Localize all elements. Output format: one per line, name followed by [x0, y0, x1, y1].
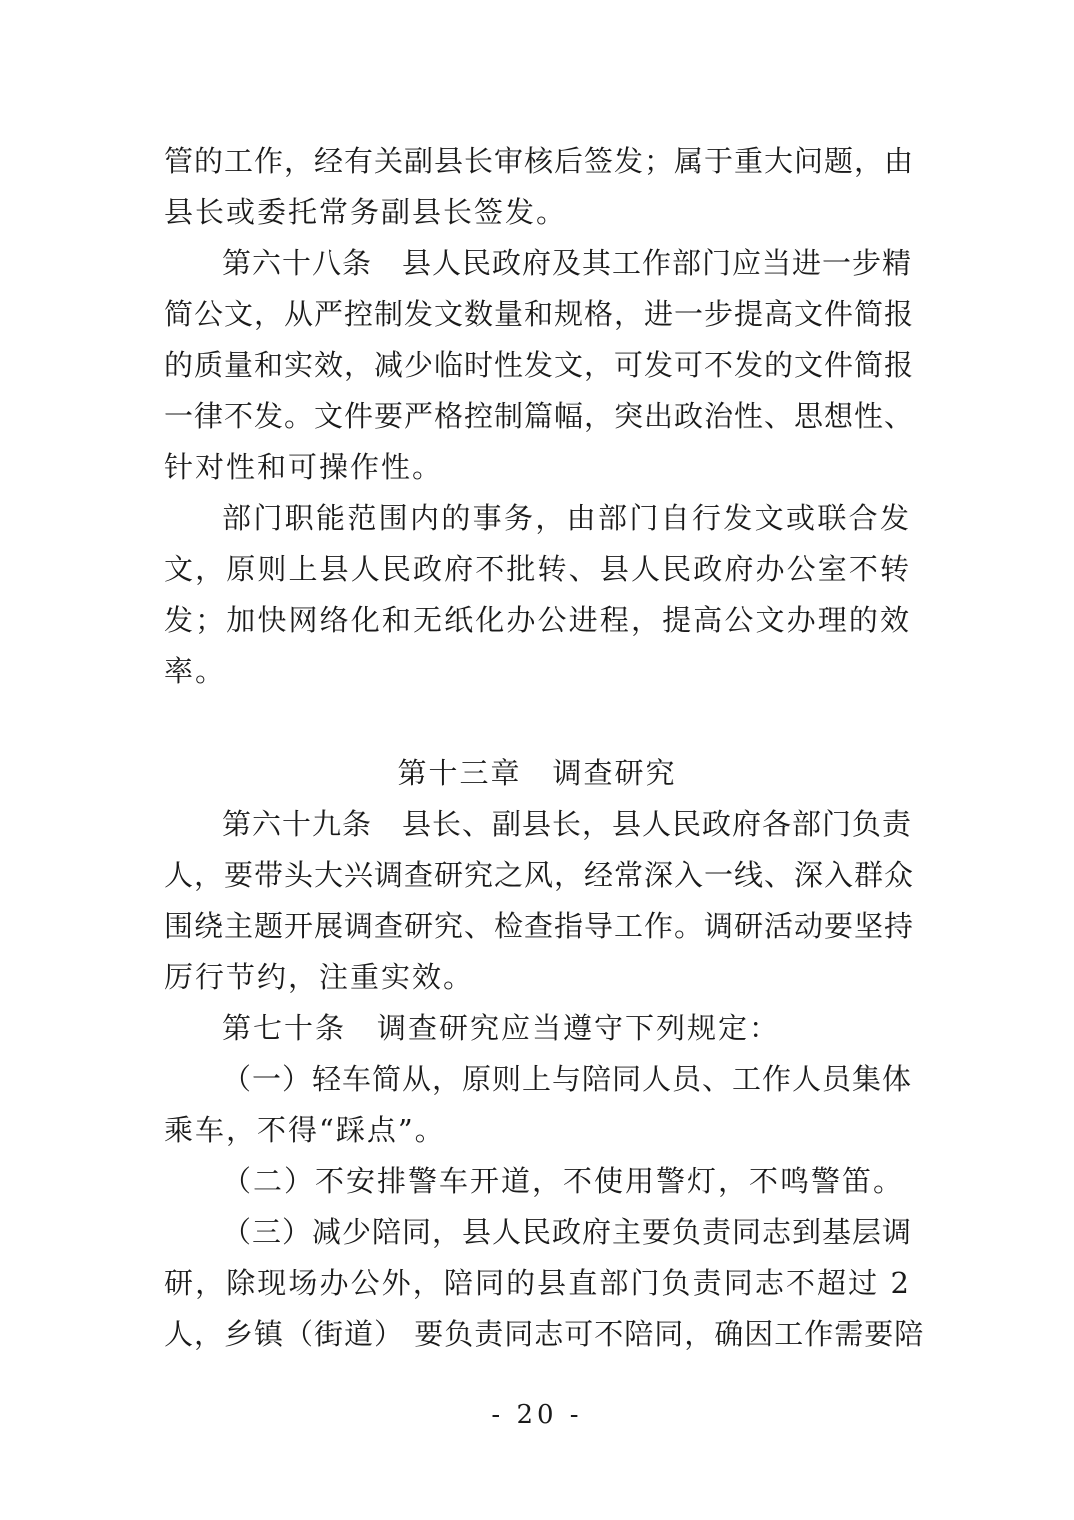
text-line: 的质量和实效，减少临时性发文，可发可不发的文件简报	[164, 348, 915, 382]
article-70-start: 第七十条 调查研究应当遵守下列规定：	[222, 1011, 781, 1045]
text-line: 一律不发。文件要严格控制篇幅，突出政治性、思想性、	[164, 399, 915, 433]
blank-line	[164, 697, 910, 748]
article-69-start: 第六十九条 县长、副县长，县人民政府各部门负责	[222, 807, 913, 841]
text-line: 研，除现场办公外，陪同的县直部门负责同志不超过 2	[164, 1266, 910, 1300]
text-line: 文，原则上县人民政府不批转、县人民政府办公室不转	[164, 552, 910, 586]
text-line: 率。	[164, 654, 227, 688]
item-2: （二）不安排警车开道，不使用警灯，不鸣警笛。	[222, 1164, 905, 1198]
text-line: 简公文，从严控制发文数量和规格，进一步提高文件简报	[164, 297, 915, 331]
text-line: 人，乡镇（街道） 要负责同志可不陪同，确因工作需要陪	[164, 1317, 925, 1351]
paragraph-start: 部门职能范围内的事务，由部门自行发文或联合发	[222, 501, 910, 535]
text-line: 管的工作，经有关副县长审核后签发；属于重大问题，由	[164, 144, 915, 178]
item-3-start: （三）减少陪同，县人民政府主要负责同志到基层调	[222, 1215, 913, 1249]
text-line: 厉行节约，注重实效。	[164, 960, 475, 994]
text-line: 人，要带头大兴调查研究之风，经常深入一线、深入群众	[164, 858, 915, 892]
item-1-start: （一）轻车简从，原则上与陪同人员、工作人员集体	[222, 1062, 913, 1096]
body-text	[164, 136, 925, 1360]
text-line: 县长或委托常务副县长签发。	[164, 195, 568, 229]
page-number: - 20 -	[491, 1400, 583, 1430]
chapter-heading: 第十三章 调查研究	[397, 756, 677, 790]
text-line: 发；加快网络化和无纸化办公进程，提高公文办理的效	[164, 603, 910, 637]
text-line: 乘车，不得“踩点”。	[164, 1113, 446, 1147]
text-line: 围绕主题开展调查研究、检查指导工作。调研活动要坚持	[164, 909, 915, 943]
article-68-start: 第六十八条 县人民政府及其工作部门应当进一步精	[222, 246, 913, 280]
text-line: 针对性和可操作性。	[164, 450, 444, 484]
